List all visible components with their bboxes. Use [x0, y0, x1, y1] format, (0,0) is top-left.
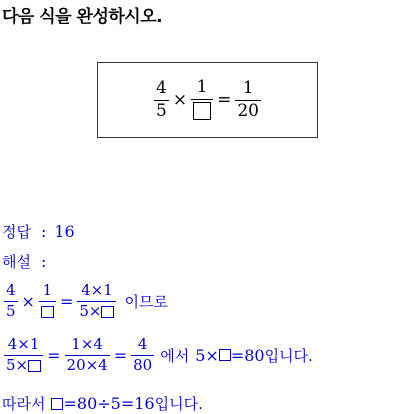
answer-line — [2, 221, 75, 242]
numerator: 1 — [42, 281, 53, 299]
fraction — [77, 283, 116, 320]
explanation-prefix: 따라서 — [2, 395, 46, 413]
blank-box — [219, 349, 231, 361]
fraction — [131, 337, 154, 374]
equation — [98, 63, 317, 137]
expr: =80÷5=16 — [63, 394, 155, 413]
explanation-mid: 에서 — [160, 346, 190, 365]
numerator: 1 — [196, 77, 208, 98]
denominator-prefix: 5× — [79, 301, 102, 320]
numerator: 4×1 — [81, 281, 113, 299]
blank-box — [101, 306, 114, 318]
denominator-prefix: 5× — [6, 355, 29, 374]
question-text: 다음 식을 완성하시오. — [2, 7, 163, 27]
equals-sign: = — [59, 291, 74, 311]
answer-label: 정답 — [2, 223, 31, 241]
numerator: 1 — [242, 77, 254, 98]
denominator — [77, 301, 116, 320]
expr-suffix: =80 — [230, 345, 265, 365]
equals-sign: = — [47, 345, 61, 365]
fraction-1-20 — [235, 77, 261, 121]
equals-sign: = — [217, 90, 232, 110]
denominator — [4, 355, 43, 374]
denominator — [39, 301, 56, 320]
blank-box — [193, 102, 211, 120]
fraction-1-blank — [191, 79, 213, 120]
fraction — [4, 283, 18, 320]
times-sign: × — [172, 90, 188, 110]
expr-prefix: 5× — [195, 345, 219, 365]
times-sign: × — [21, 291, 35, 311]
fraction — [65, 337, 110, 374]
blank-box — [28, 360, 41, 372]
denominator — [191, 99, 213, 120]
fraction — [39, 283, 56, 320]
explanation-suffix: 이므로 — [124, 292, 168, 311]
equals-sign: = — [113, 345, 128, 365]
blank-box — [41, 306, 54, 318]
explanation-line-2 — [2, 337, 313, 374]
denominator: 5 — [6, 301, 16, 320]
explanation-colon: : — [40, 252, 47, 271]
explanation-end: 입니다. — [154, 395, 203, 413]
blank-box — [51, 398, 63, 410]
fraction-4-5 — [154, 77, 169, 121]
equation-box — [97, 62, 318, 138]
numerator: 4×1 — [7, 335, 40, 353]
fraction — [4, 337, 43, 374]
denominator: 80 — [133, 355, 153, 374]
explanation-line-1 — [2, 283, 168, 320]
answer-colon: : — [40, 222, 47, 241]
explanation-label-line — [2, 251, 46, 272]
explanation-end: 입니다. — [264, 346, 313, 365]
denominator: 20×4 — [66, 355, 108, 374]
answer-value: 16 — [54, 222, 75, 241]
denominator: 20 — [237, 100, 259, 121]
numerator: 4 — [137, 335, 148, 353]
numerator: 1×4 — [71, 335, 103, 353]
numerator: 4 — [6, 281, 16, 299]
numerator: 4 — [156, 77, 167, 98]
explanation-line-3 — [2, 393, 203, 414]
explanation-label: 해설 — [2, 253, 31, 271]
denominator: 5 — [156, 100, 167, 121]
